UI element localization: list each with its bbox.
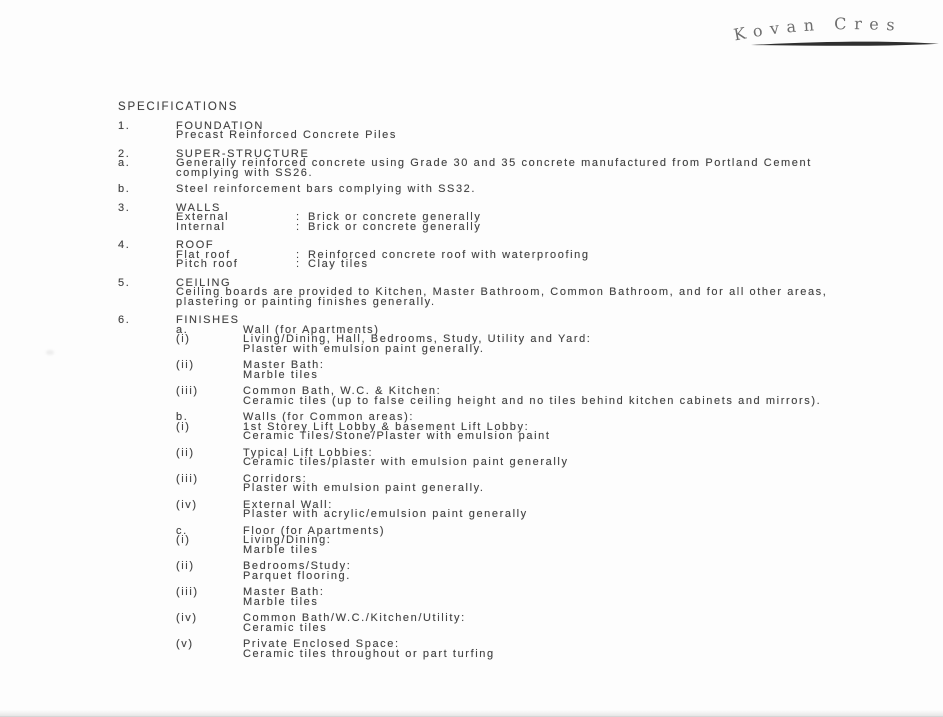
page-title: SPECIFICATIONS xyxy=(118,101,239,113)
spec-pair xyxy=(176,248,923,261)
scan-bottom-edge xyxy=(0,710,943,717)
section-title: CEILING xyxy=(176,276,232,289)
spec-line: Steel reinforcement bars complying with SS32. xyxy=(176,183,477,195)
group-label: b. xyxy=(176,411,189,423)
finish-entry xyxy=(176,536,923,555)
section-number: 4. xyxy=(118,239,131,251)
entry-title: Private Enclosed Space: xyxy=(243,638,400,650)
entry-label: (iv) xyxy=(176,612,198,624)
section-body xyxy=(176,201,923,233)
group-label: c. xyxy=(176,524,188,537)
spec-line: complying with SS26. xyxy=(176,166,314,179)
finish-entry xyxy=(176,387,923,406)
group-heading: Floor (for Apartments) xyxy=(243,524,386,537)
entry-desc: Parquet flooring. xyxy=(243,569,351,582)
section-number: 1. xyxy=(118,119,131,132)
entry-desc: Ceramic Tiles/Stone/Plaster with emulsion paint xyxy=(243,430,551,442)
entry-desc: Ceramic tiles xyxy=(243,621,328,634)
finish-entry xyxy=(176,361,923,380)
group-heading: Walls (for Common areas): xyxy=(243,411,415,423)
entry-desc: Plaster with acrylic/emulsion paint generally xyxy=(243,508,528,520)
spec-line: plastering or painting finishes generally. xyxy=(176,295,436,308)
entry-body xyxy=(243,420,923,442)
entry-label: (iii) xyxy=(176,472,199,485)
entry-label: (iii) xyxy=(176,385,199,397)
finish-entry xyxy=(176,420,923,442)
entry-body xyxy=(243,588,923,607)
finish-entry xyxy=(176,472,923,494)
entry-body xyxy=(243,472,923,494)
entry-title: Master Bath: xyxy=(243,359,325,371)
entry-title: Living/Dining: xyxy=(243,534,332,546)
entry-body xyxy=(243,446,923,468)
pair-label: Internal xyxy=(176,220,226,233)
group-label: a. xyxy=(176,323,189,336)
section-number: 6. xyxy=(118,314,131,326)
section-item-a xyxy=(118,159,923,178)
entry-body xyxy=(243,335,923,354)
logo-swoosh-underline xyxy=(751,42,939,46)
section-title: WALLS xyxy=(176,201,221,214)
pair-value: Reinforced concrete roof with waterproofing xyxy=(308,248,590,261)
group-heading: Wall (for Apartments) xyxy=(243,323,380,336)
entry-label: (i) xyxy=(176,333,191,345)
section-item-b xyxy=(118,185,923,195)
entry-title: Living/Dining, Hall, Bedrooms, Study, Utility and Yard: xyxy=(243,333,592,345)
entry-title: Common Bath/W.C./Kitchen/Utility: xyxy=(243,612,466,624)
entry-title: External Wall: xyxy=(243,498,333,511)
section-finishes xyxy=(118,316,923,659)
entry-title: Corridors: xyxy=(243,472,308,485)
finish-entry xyxy=(176,614,923,633)
pair-value: Brick or concrete generally xyxy=(308,211,482,223)
section-body xyxy=(176,316,923,659)
section-number: 2. xyxy=(118,147,131,160)
pair-colon: : xyxy=(296,211,301,223)
entry-body xyxy=(243,536,923,555)
section-roof xyxy=(118,241,923,270)
spec-pair xyxy=(176,220,923,233)
entry-desc: Ceramic tiles/plaster with emulsion paint generally xyxy=(243,456,569,468)
finish-entry xyxy=(176,588,923,607)
spec-content xyxy=(118,103,923,659)
entry-desc: Ceramic tiles throughout or part turfing xyxy=(243,647,495,660)
section-number: 3. xyxy=(118,201,131,214)
entry-body xyxy=(243,498,923,520)
pair-value: Clay tiles xyxy=(308,258,369,270)
finish-entry xyxy=(176,446,923,468)
entry-body xyxy=(243,640,923,659)
entry-title: 1st Storey Lift Lobby & basement Lift Lobby: xyxy=(243,420,530,433)
entry-desc: Plaster with emulsion paint generally. xyxy=(243,342,485,355)
pair-colon: : xyxy=(296,220,301,233)
section-ceiling xyxy=(118,276,923,308)
section-title: SUPER-STRUCTURE xyxy=(176,147,310,160)
pair-label: Flat roof xyxy=(176,248,231,261)
entry-label: (ii) xyxy=(176,560,195,572)
pair-value: Brick or concrete generally xyxy=(308,220,482,233)
entry-desc: Ceramic tiles (up to false ceiling height and no tiles behind kitchen cabinets and mirrors). xyxy=(243,394,822,407)
spec-pair xyxy=(176,213,923,223)
section-walls xyxy=(118,201,923,233)
spec-pair xyxy=(176,260,923,270)
entry-label: (ii) xyxy=(176,359,195,371)
entry-body xyxy=(243,387,923,406)
item-label: a. xyxy=(118,157,131,169)
entry-body xyxy=(243,361,923,380)
entry-label: (i) xyxy=(176,534,191,546)
logo-graphic xyxy=(727,8,943,60)
pair-label: Pitch roof xyxy=(176,258,239,270)
section-body xyxy=(176,241,923,270)
pair-colon: : xyxy=(296,248,301,261)
entry-desc: Plaster with emulsion paint generally. xyxy=(243,482,485,494)
finish-entry xyxy=(176,498,923,520)
entry-desc: Marble tiles xyxy=(243,543,319,556)
entry-label: (iii) xyxy=(176,586,199,598)
section-title: ROOF xyxy=(176,239,215,251)
entry-desc: Marble tiles xyxy=(243,368,319,381)
logo-kovan-crescent xyxy=(727,8,943,60)
section-body xyxy=(176,276,923,308)
entry-label: (i) xyxy=(176,420,191,433)
entry-body xyxy=(243,562,923,581)
item-label: b. xyxy=(118,183,131,195)
section-title: FINISHES xyxy=(176,314,240,326)
spec-line: Ceiling boards are provided to Kitchen, Master Bathroom, Common Bathroom, and for all other areas, xyxy=(176,286,828,298)
spec-line: Precast Reinforced Concrete Piles xyxy=(176,129,397,141)
section-body xyxy=(176,119,923,141)
entry-label: (iv) xyxy=(176,498,198,511)
entry-title: Common Bath, W.C. & Kitchen: xyxy=(243,385,442,397)
finish-entry xyxy=(176,335,923,354)
item-body xyxy=(176,159,923,178)
logo-text: Kovan Cres xyxy=(732,14,903,45)
scan-artifact xyxy=(46,350,54,355)
section-number: 5. xyxy=(118,276,131,289)
entry-title: Bedrooms/Study: xyxy=(243,560,352,572)
entry-body xyxy=(243,614,923,633)
entry-title: Master Bath: xyxy=(243,586,325,598)
entry-label: (v) xyxy=(176,638,194,650)
pair-colon: : xyxy=(296,258,301,270)
entry-desc: Marble tiles xyxy=(243,595,319,608)
section-title: FOUNDATION xyxy=(176,119,264,132)
spec-line: Generally reinforced concrete using Grade 30 and 35 concrete manufactured from Portland Cement xyxy=(176,157,812,169)
section-foundation xyxy=(118,119,923,141)
pair-label: External xyxy=(176,211,230,223)
finish-entry xyxy=(176,640,923,659)
finish-entry xyxy=(176,562,923,581)
entry-title: Typical Lift Lobbies: xyxy=(243,446,374,459)
entry-label: (ii) xyxy=(176,446,195,459)
item-body xyxy=(176,185,923,195)
